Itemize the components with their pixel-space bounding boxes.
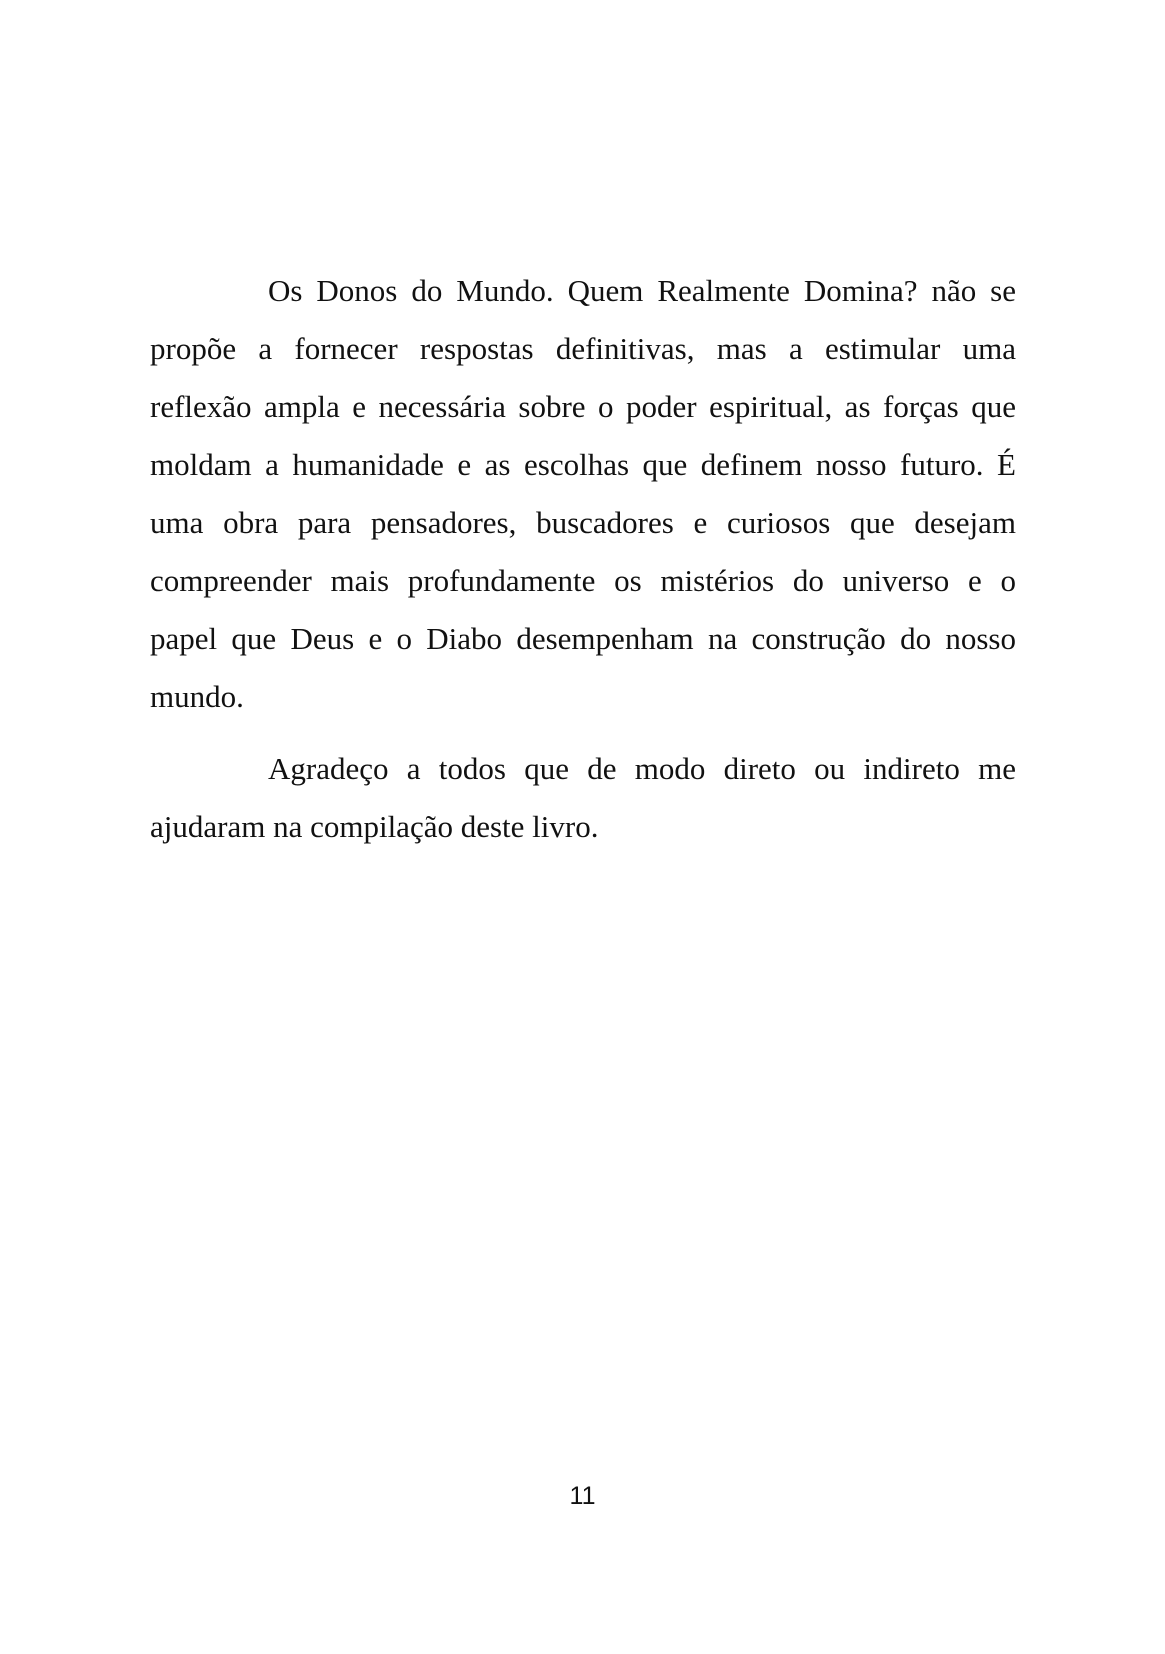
text-line: compreender mais profundamente os mistérios do universo e o [150,563,1016,598]
paragraph-2 [150,740,1016,856]
page-number: 11 [569,1482,596,1510]
text-line: moldam a humanidade e as escolhas que definem nosso futuro. É [150,447,1016,482]
text-line: Os Donos do Mundo. Quem Realmente Domina? não se [268,273,1016,308]
text-line: papel que Deus e o Diabo desempenham na construção do nosso [150,621,1016,656]
text-line: ajudaram na compilação deste livro. [150,809,599,844]
text-line: uma obra para pensadores, buscadores e curiosos que desejam [150,505,1016,540]
text-line: reflexão ampla e necessária sobre o poder espiritual, as forças que [150,389,1016,424]
text-line: Agradeço a todos que de modo direto ou indireto me [268,751,1016,786]
paragraph-1 [150,262,1016,726]
text-line: propõe a fornecer respostas definitivas, mas a estimular uma [150,331,1016,366]
body-text [150,262,1016,870]
text-line: mundo. [150,679,244,714]
